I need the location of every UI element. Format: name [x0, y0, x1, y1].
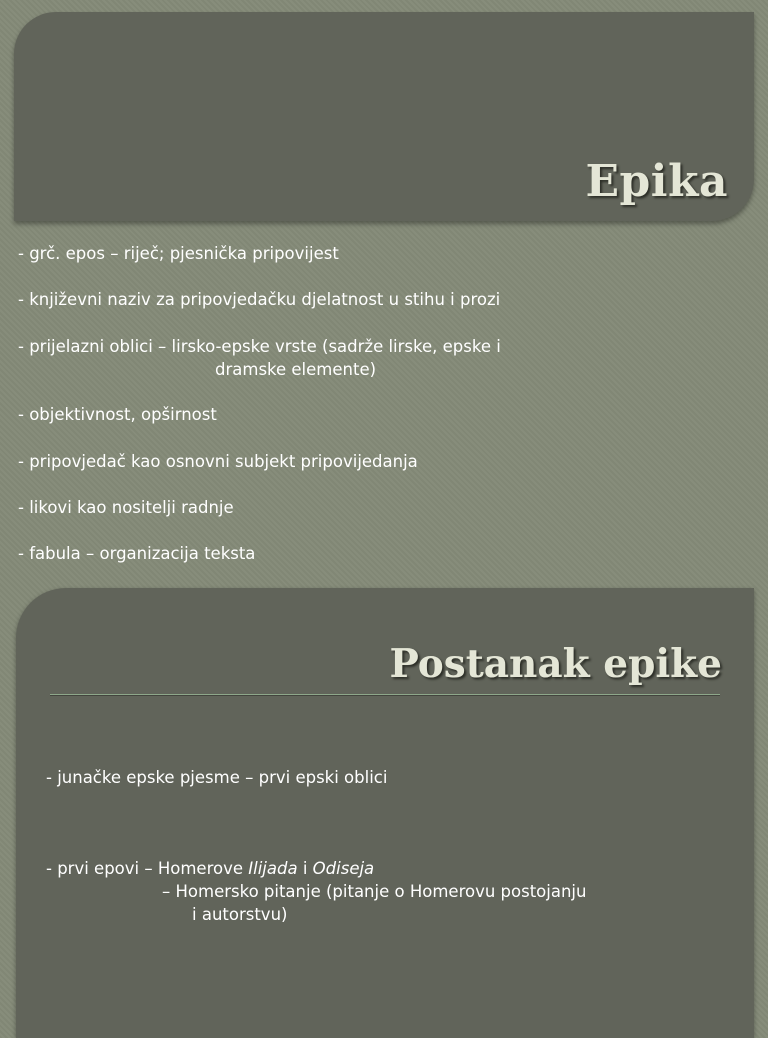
- bullet-transitional-forms-line2: dramske elemente): [215, 360, 377, 379]
- bullet-transitional-forms-line1: - prijelazni oblici – lirsko-epske vrste (sadrže lirske, epske i: [18, 337, 501, 356]
- slide2-title: Postanak epike: [389, 641, 722, 687]
- bullet-objectivity: - objektivnost, opširnost: [18, 405, 217, 424]
- first-epics-prefix: - prvi epovi – Homerove: [46, 859, 249, 878]
- slide2-divider: [50, 694, 720, 695]
- bullet-characters: - likovi kao nositelji radnje: [18, 498, 234, 517]
- bullet-etymology: - grč. epos – riječ; pjesnička pripovijest: [18, 244, 339, 263]
- homeric-question-line2: i autorstvu): [192, 905, 288, 924]
- first-epics-connector: i: [297, 859, 313, 878]
- work-ilijada: Ilijada: [248, 859, 298, 878]
- bullet-plot: - fabula – organizacija teksta: [18, 544, 256, 563]
- bullet-transitional-forms: [18, 335, 501, 381]
- bullet-definition: - književni naziv za pripovjedačku djelatnost u stihu i prozi: [18, 290, 501, 309]
- bullet-narrator: - pripovjedač kao osnovni subjekt pripovijedanja: [18, 452, 418, 471]
- bullet-heroic-songs: - junačke epske pjesme – prvi epski oblici: [46, 768, 388, 787]
- slide1-title: Epika: [585, 156, 728, 207]
- bullet-first-epics: [46, 857, 374, 880]
- homeric-question-line1: – Homersko pitanje (pitanje o Homerovu postojanju: [162, 882, 587, 901]
- work-odiseja: Odiseja: [312, 859, 375, 878]
